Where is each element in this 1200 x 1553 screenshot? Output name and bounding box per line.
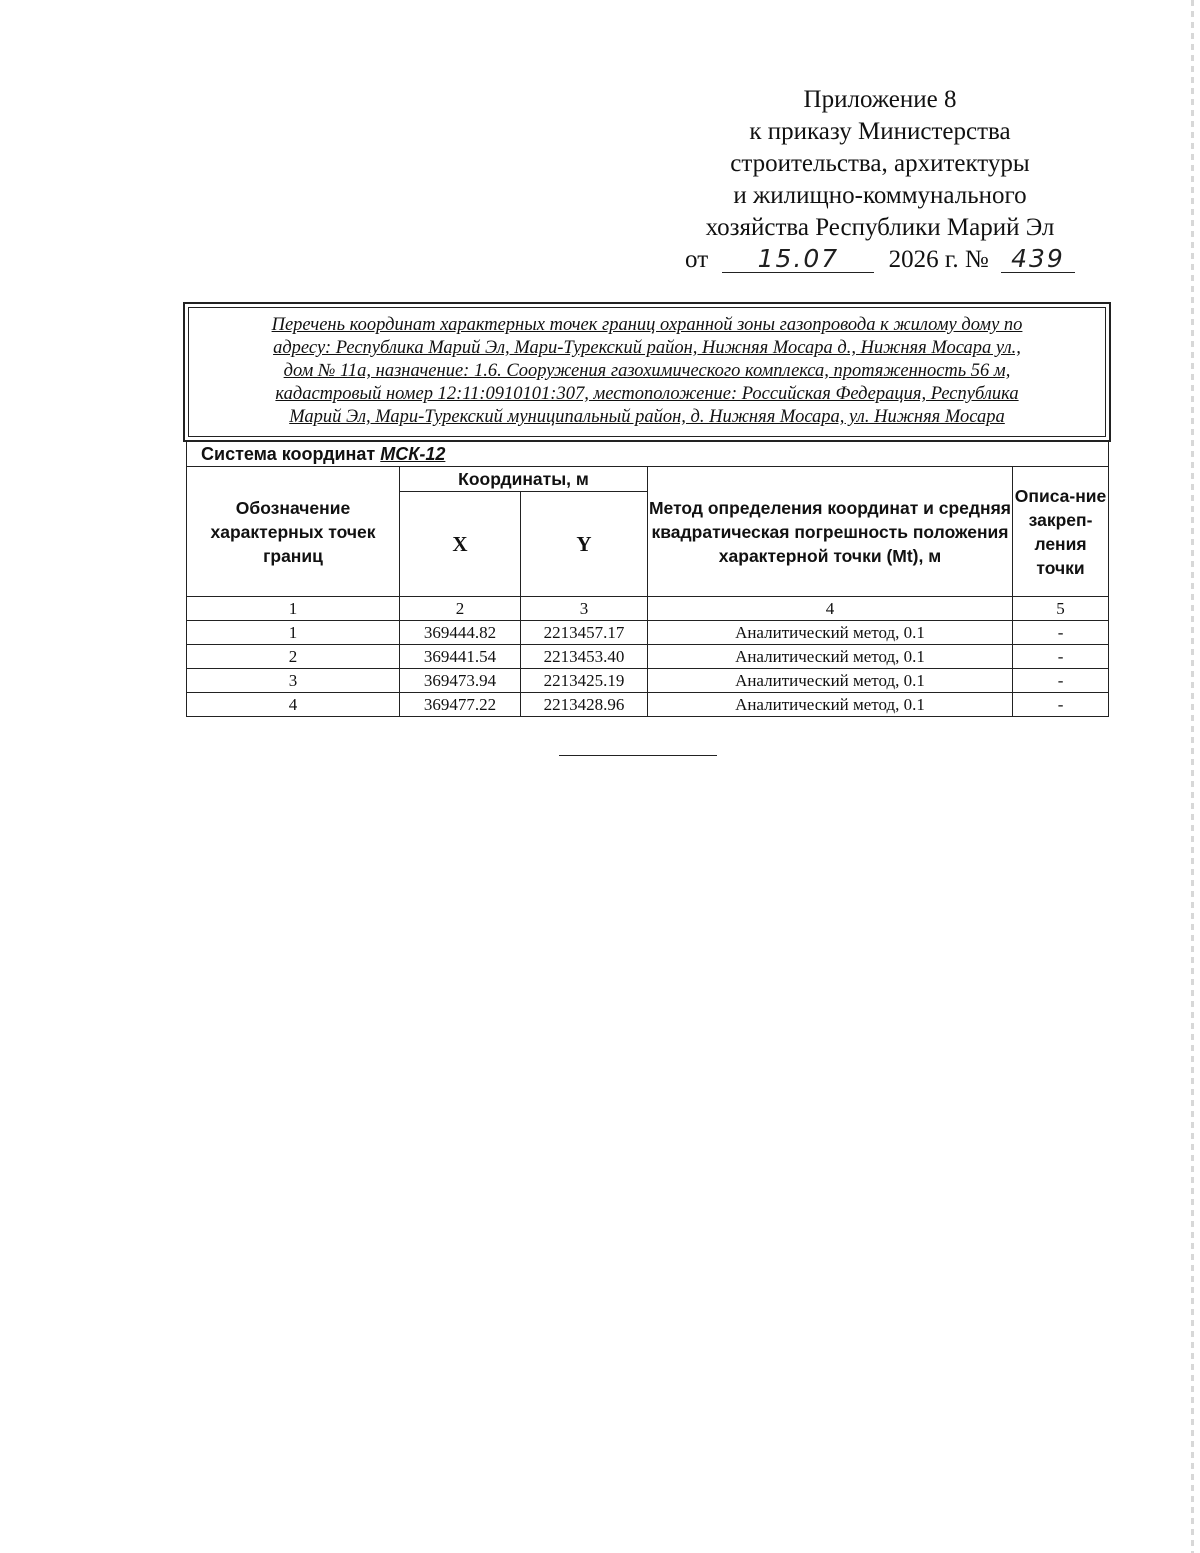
description: -	[1013, 693, 1109, 717]
order-date-line	[670, 244, 1090, 276]
y-coordinate: 2213428.96	[521, 693, 648, 717]
header-line-5: хозяйства Республики Марий Эл	[705, 214, 1055, 241]
year-number-label: 2026 г. №	[888, 246, 989, 273]
header-description: Описа-ние закреп-ления точки	[1013, 467, 1109, 597]
coordinate-system-value: МСК-12	[380, 444, 446, 464]
x-coordinate: 369473.94	[400, 669, 521, 693]
column-number: 1	[187, 597, 400, 621]
header-point-designation: Обозначение характерных точек границ	[187, 467, 400, 597]
from-label: от	[685, 246, 709, 273]
header-line-3: строительства, архитектуры	[730, 150, 1030, 177]
handwritten-date: 15.07	[722, 246, 874, 273]
title-box	[188, 307, 1106, 437]
point-number: 4	[187, 693, 400, 717]
coordinate-system-label: Система координат	[201, 444, 376, 464]
title-line-5: Марий Эл, Мари-Турекский муниципальный район, д. Нижняя Мосара, ул. Нижняя Мосара	[289, 407, 1005, 427]
column-number: 5	[1013, 597, 1109, 621]
header-method: Метод определения координат и средняя квадратическая погрешность положения характерной точки (Mt), м	[648, 467, 1013, 597]
description: -	[1013, 621, 1109, 645]
method: Аналитический метод, 0.1	[648, 645, 1013, 669]
header-line-4: и жилищно-коммунального	[733, 182, 1027, 209]
x-coordinate: 369441.54	[400, 645, 521, 669]
coordinates-table	[186, 441, 1109, 717]
header-coordinates: Координаты, м	[400, 467, 648, 492]
end-divider	[559, 755, 717, 756]
description: -	[1013, 645, 1109, 669]
title-line-1: Перечень координат характерных точек границ охранной зоны газопровода к жилому дому по	[271, 315, 1023, 335]
header-y: Y	[521, 492, 648, 597]
column-number: 3	[521, 597, 648, 621]
column-number-row	[187, 597, 1109, 621]
point-number: 2	[187, 645, 400, 669]
title-line-2: адресу: Республика Марий Эл, Мари-Турекский район, Нижняя Мосара д., Нижняя Мосара ул.,	[273, 338, 1021, 358]
scan-edge-artifact	[1191, 0, 1194, 1553]
title-frame	[183, 302, 1111, 442]
title-line-3: дом № 11а, назначение: 1.6. Сооружения газохимического комплекса, протяженность 56 м,	[283, 361, 1011, 381]
column-number: 4	[648, 597, 1013, 621]
table-row	[187, 693, 1109, 717]
point-number: 1	[187, 621, 400, 645]
appendix-header	[670, 84, 1090, 276]
method: Аналитический метод, 0.1	[648, 669, 1013, 693]
method: Аналитический метод, 0.1	[648, 693, 1013, 717]
description: -	[1013, 669, 1109, 693]
y-coordinate: 2213425.19	[521, 669, 648, 693]
x-coordinate: 369444.82	[400, 621, 521, 645]
table-row	[187, 621, 1109, 645]
method: Аналитический метод, 0.1	[648, 621, 1013, 645]
x-coordinate: 369477.22	[400, 693, 521, 717]
table-row	[187, 645, 1109, 669]
coordinate-system-row	[187, 442, 1109, 467]
table-row	[187, 669, 1109, 693]
header-line-2: к приказу Министерства	[749, 118, 1011, 145]
y-coordinate: 2213453.40	[521, 645, 648, 669]
y-coordinate: 2213457.17	[521, 621, 648, 645]
title-line-4: кадастровый номер 12:11:0910101:307, местоположение: Российская Федерация, Республика	[275, 384, 1019, 404]
header-x: X	[400, 492, 521, 597]
point-number: 3	[187, 669, 400, 693]
column-number: 2	[400, 597, 521, 621]
handwritten-order-number: 439	[1001, 246, 1075, 273]
appendix-title: Приложение 8	[803, 86, 957, 113]
